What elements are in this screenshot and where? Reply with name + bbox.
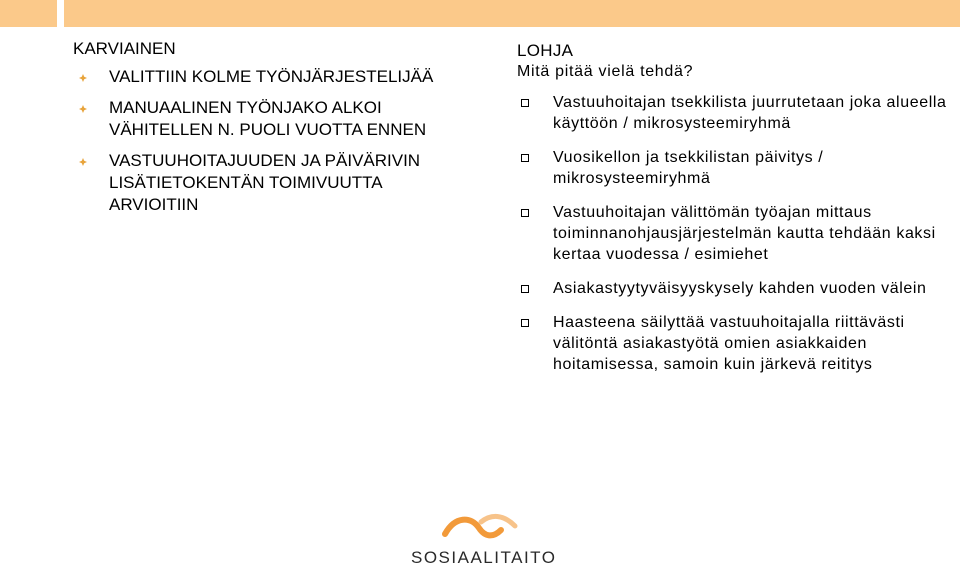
right-heading: LOHJA [517,41,574,60]
diamond-bullet-icon [79,158,87,166]
left-list-item-text: VALITTIIN KOLME TYÖNJÄRJESTELIJÄÄ [109,67,434,86]
right-list-item [517,312,947,375]
diamond-bullet-icon [79,74,87,82]
right-column [517,40,947,388]
left-list-item [73,97,453,141]
logo-text: SOSIAALITAITO [411,548,557,567]
left-heading: KARVIAINEN [73,39,176,58]
left-list-item [73,150,453,216]
sosiaalitaito-logo [411,512,557,569]
diamond-bullet-icon [79,105,87,113]
left-list-item-text: MANUAALINEN TYÖNJAKO ALKOI VÄHITELLEN N. PUOLI VUOTTA ENNEN [109,98,427,139]
right-list-item-text: Vastuuhoitajan välittömän työajan mittaus toiminnanohjausjärjestelmän kautta tehdään kaksi kertaa vuodessa / esimiehet [553,204,936,263]
right-list-item [517,202,947,265]
left-list-item [73,66,453,88]
square-bullet-icon [521,319,529,327]
square-bullet-icon [521,154,529,162]
right-subheading: Mitä pitää vielä tehdä? [517,63,694,80]
right-list-item [517,278,947,299]
square-bullet-icon [521,99,529,107]
square-bullet-icon [521,285,529,293]
right-list-item-text: Asiakastyytyväisyyskysely kahden vuoden välein [553,280,927,297]
right-list-item-text: Haasteena säilyttää vastuuhoitajalla riittävästi välitöntä asiakastyötä omien asiakkaiden hoitamisessa, samoin kuin järkevä reititys [553,314,905,373]
header-bar-left [0,0,57,27]
header-bar-right [64,0,960,27]
right-list-item [517,92,947,134]
logo-swoosh-icon [441,512,521,546]
left-list-item-text: VASTUUHOITAJUUDEN JA PÄIVÄRIVIN LISÄTIETOKENTÄN TOIMIVUUTTA ARVIOITIIN [109,151,421,214]
right-list-item-text: Vastuuhoitajan tsekkilista juurrutetaan joka alueella käyttöön / mikrosysteemiryhmä [553,94,947,132]
right-list-item [517,147,947,189]
right-list-item-text: Vuosikellon ja tsekkilistan päivitys / mikrosysteemiryhmä [553,149,824,187]
left-column [73,38,453,225]
square-bullet-icon [521,209,529,217]
